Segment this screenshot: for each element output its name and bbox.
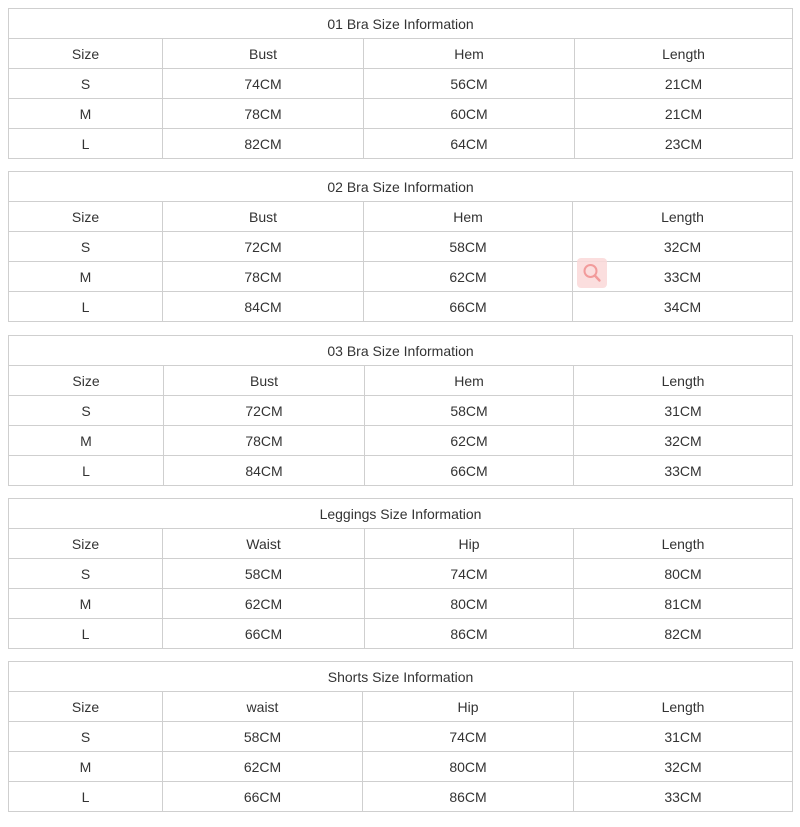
column-header: Length	[575, 39, 793, 69]
table-cell: M	[9, 752, 163, 782]
table-header-row	[9, 202, 793, 232]
table-row	[9, 232, 793, 262]
table-row	[9, 619, 793, 649]
column-header: Bust	[163, 39, 364, 69]
column-header: Hip	[363, 692, 574, 722]
table-caption-row	[9, 172, 793, 202]
table-cell: 31CM	[574, 722, 793, 752]
table-cell: 74CM	[365, 559, 574, 589]
table-cell: 80CM	[574, 559, 793, 589]
table-cell: 74CM	[163, 69, 364, 99]
table-cell: L	[9, 456, 164, 486]
table-row	[9, 752, 793, 782]
table-row	[9, 589, 793, 619]
table-cell: 58CM	[364, 232, 573, 262]
table-caption-row	[9, 9, 793, 39]
column-header: waist	[163, 692, 363, 722]
column-header: Size	[9, 529, 163, 559]
table-cell: S	[9, 396, 164, 426]
table-header-row	[9, 39, 793, 69]
table-cell: 78CM	[164, 426, 365, 456]
table-cell: 33CM	[573, 262, 793, 292]
table-title: 02 Bra Size Information	[9, 172, 793, 202]
table-cell: L	[9, 619, 163, 649]
table-title: Shorts Size Information	[9, 662, 793, 692]
table-cell: 62CM	[163, 752, 363, 782]
table-cell: 33CM	[574, 456, 793, 486]
table-cell: 78CM	[163, 262, 364, 292]
table-row	[9, 396, 793, 426]
table-cell: 80CM	[363, 752, 574, 782]
table-cell: 32CM	[573, 232, 793, 262]
table-caption-row	[9, 499, 793, 529]
table-cell: S	[9, 232, 163, 262]
table-cell: 58CM	[365, 396, 574, 426]
table-cell: M	[9, 99, 163, 129]
table-row	[9, 559, 793, 589]
table-caption-row	[9, 336, 793, 366]
column-header: Length	[574, 366, 793, 396]
column-header: Bust	[164, 366, 365, 396]
table-cell: 66CM	[365, 456, 574, 486]
table-cell: 58CM	[163, 559, 365, 589]
table-cell: 78CM	[163, 99, 364, 129]
table-cell: 58CM	[163, 722, 363, 752]
table-cell: S	[9, 69, 163, 99]
table-title: Leggings Size Information	[9, 499, 793, 529]
table-cell: 31CM	[574, 396, 793, 426]
column-header: Size	[9, 692, 163, 722]
bra-03-size-table	[8, 335, 793, 486]
table-header-row	[9, 692, 793, 722]
table-cell: L	[9, 782, 163, 812]
table-cell: 33CM	[574, 782, 793, 812]
table-cell: 62CM	[163, 589, 365, 619]
table-row	[9, 262, 793, 292]
table-row	[9, 292, 793, 322]
table-cell: 84CM	[163, 292, 364, 322]
table-cell: 86CM	[363, 782, 574, 812]
table-cell: 62CM	[364, 262, 573, 292]
shorts-size-table	[8, 661, 793, 812]
column-header: Length	[574, 529, 793, 559]
table-cell: 80CM	[365, 589, 574, 619]
column-header: Hip	[365, 529, 574, 559]
column-header: Waist	[163, 529, 365, 559]
table-row	[9, 69, 793, 99]
column-header: Length	[574, 692, 793, 722]
table-header-row	[9, 366, 793, 396]
column-header: Hem	[364, 39, 575, 69]
table-cell: 66CM	[364, 292, 573, 322]
table-cell: 62CM	[365, 426, 574, 456]
table-cell: 81CM	[574, 589, 793, 619]
column-header: Hem	[365, 366, 574, 396]
leggings-size-table	[8, 498, 793, 649]
table-cell: S	[9, 559, 163, 589]
table-cell: 21CM	[575, 99, 793, 129]
table-row	[9, 456, 793, 486]
table-cell: 56CM	[364, 69, 575, 99]
table-cell: 66CM	[163, 619, 365, 649]
table-cell: 86CM	[365, 619, 574, 649]
table-title: 01 Bra Size Information	[9, 9, 793, 39]
table-cell: 32CM	[574, 426, 793, 456]
table-title: 03 Bra Size Information	[9, 336, 793, 366]
table-cell: 32CM	[574, 752, 793, 782]
table-cell: M	[9, 589, 163, 619]
table-cell: 66CM	[163, 782, 363, 812]
table-row	[9, 722, 793, 752]
table-caption-row	[9, 662, 793, 692]
magnifier-icon[interactable]	[577, 258, 607, 288]
table-cell: 82CM	[574, 619, 793, 649]
column-header: Hem	[364, 202, 573, 232]
table-cell: 60CM	[364, 99, 575, 129]
table-cell: 72CM	[163, 232, 364, 262]
table-header-row	[9, 529, 793, 559]
bra-02-size-table	[8, 171, 793, 322]
table-cell: 72CM	[164, 396, 365, 426]
table-cell: 23CM	[575, 129, 793, 159]
table-cell: 64CM	[364, 129, 575, 159]
column-header: Length	[573, 202, 793, 232]
bra-01-size-table	[8, 8, 793, 159]
table-cell: 82CM	[163, 129, 364, 159]
table-row	[9, 426, 793, 456]
column-header: Size	[9, 39, 163, 69]
table-cell: M	[9, 262, 163, 292]
table-cell: M	[9, 426, 164, 456]
table-cell: L	[9, 292, 163, 322]
table-cell: S	[9, 722, 163, 752]
table-cell: 84CM	[164, 456, 365, 486]
column-header: Size	[9, 202, 163, 232]
table-cell: L	[9, 129, 163, 159]
table-cell: 34CM	[573, 292, 793, 322]
table-cell: 74CM	[363, 722, 574, 752]
column-header: Size	[9, 366, 164, 396]
column-header: Bust	[163, 202, 364, 232]
table-row	[9, 99, 793, 129]
table-row	[9, 129, 793, 159]
table-row	[9, 782, 793, 812]
table-cell: 21CM	[575, 69, 793, 99]
